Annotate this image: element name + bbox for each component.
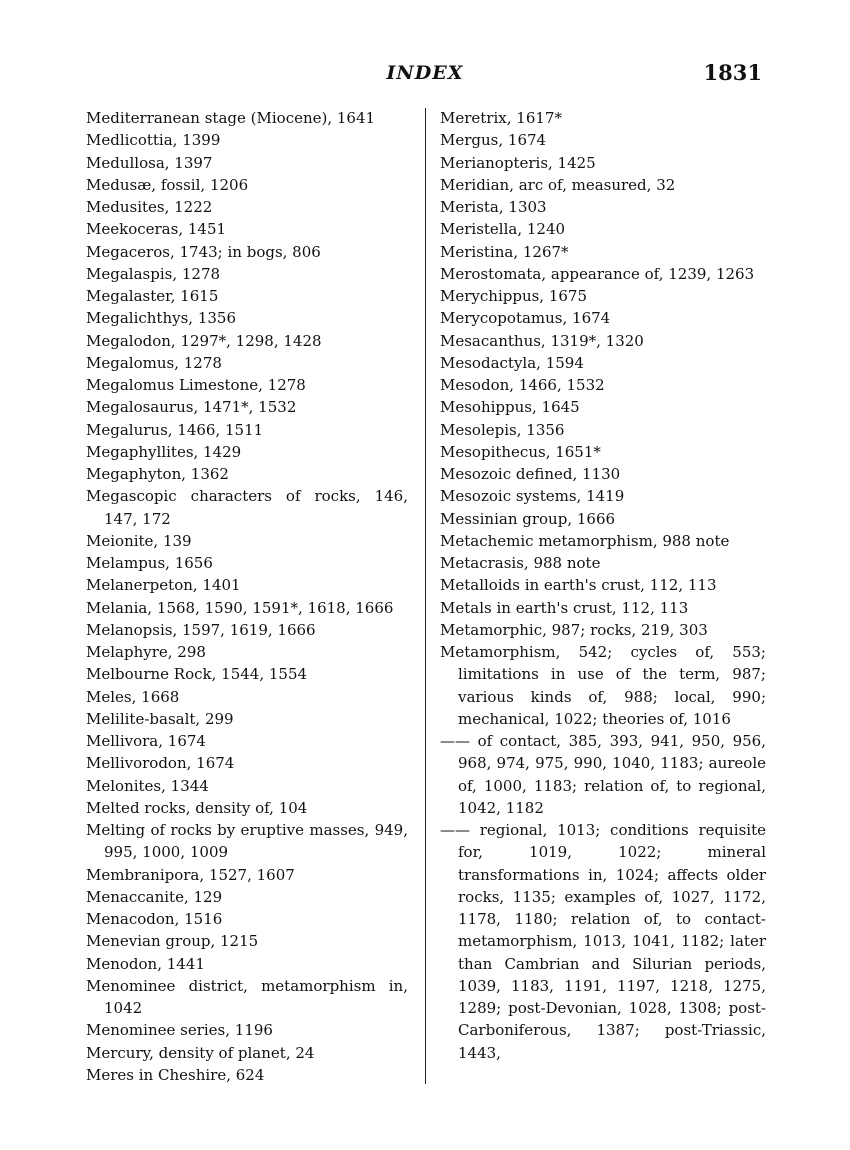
index-entry: Melting of rocks by eruptive masses, 949, 995, 1000, 1009 <box>86 821 408 862</box>
index-entry: Metals in earth's crust, 112, 113 <box>440 598 689 617</box>
index-entry: Merycopotamus, 1674 <box>440 309 611 328</box>
index-entry: Mesozoic defined, 1130 <box>440 465 621 483</box>
index-entry: Metalloids in earth's crust, 112, 113 <box>440 576 717 595</box>
index-entry: Megaphyllites, 1429 <box>86 442 242 461</box>
index-entry: Megalodon, 1297*, 1298, 1428 <box>86 331 322 350</box>
index-entry: Melonites, 1344 <box>86 776 209 795</box>
index-entry: Melanerpeton, 1401 <box>86 576 241 595</box>
index-entry: Mergus, 1674 <box>440 131 547 150</box>
index-entry: Merychippus, 1675 <box>440 287 588 305</box>
column-divider <box>425 108 426 1084</box>
index-column-right <box>440 107 766 1064</box>
index-entry: Mesodactyla, 1594 <box>440 353 584 372</box>
index-entry: Menominee district, metamorphism in, 1042 <box>86 976 408 1017</box>
index-entry: Metamorphic, 987; rocks, 219, 303 <box>440 620 708 639</box>
index-column-left <box>86 107 408 1086</box>
index-entry: Meles, 1668 <box>86 687 180 706</box>
index-entry: Megaphyton, 1362 <box>86 465 229 483</box>
index-entry: Melanopsis, 1597, 1619, 1666 <box>86 620 316 639</box>
index-entry: Mercury, density of planet, 24 <box>86 1043 315 1062</box>
page-number: 1831 <box>703 60 762 85</box>
index-entry: Messinian group, 1666 <box>440 509 616 528</box>
index-entry: Megascopic characters of rocks, 146, 147, 172 <box>86 487 408 528</box>
index-entry: Megalosaurus, 1471*, 1532 <box>86 398 297 417</box>
index-entry: Meretrix, 1617* <box>440 109 562 127</box>
index-entry: Melbourne Rock, 1544, 1554 <box>86 665 308 684</box>
index-entry: Mesopithecus, 1651* <box>440 442 601 461</box>
index-entry: Metachemic metamorphism, 988 note <box>440 531 730 550</box>
index-entry: Megalaspis, 1278 <box>86 264 221 283</box>
index-entry: —— of contact, 385, 393, 941, 950, 956, 968, 974, 975, 990, 1040, 1183; aureole of, 1000, 1183; relation of, to regional, 1042, 1182 <box>440 732 766 817</box>
index-entry: Menacodon, 1516 <box>86 910 223 928</box>
index-entry: Merista, 1303 <box>440 198 547 216</box>
page-header-title: INDEX <box>386 62 464 84</box>
index-entry: Menevian group, 1215 <box>86 932 259 951</box>
index-entry: Megalaster, 1615 <box>86 287 219 305</box>
index-entry: Merostomata, appearance of, 1239, 1263 <box>440 264 755 283</box>
index-entry: Menominee series, 1196 <box>86 1021 273 1040</box>
index-entry: Meristina, 1267* <box>440 242 569 261</box>
index-entry: Meristella, 1240 <box>440 220 566 239</box>
index-entry: Melaphyre, 298 <box>86 643 206 661</box>
index-entry: Megalomus Limestone, 1278 <box>86 376 306 394</box>
index-entry: Metacrasis, 988 note <box>440 554 601 572</box>
index-entry: Mesozoic systems, 1419 <box>440 487 625 506</box>
index-entry: Merianopteris, 1425 <box>440 153 596 172</box>
index-entry: Megaceros, 1743; in bogs, 806 <box>86 242 321 261</box>
index-entry: Mellivora, 1674 <box>86 732 206 750</box>
index-entry: Metamorphism, 542; cycles of, 553; limitations in use of the term, 987; various kinds of, 988; local, 990; mechanical, 1022; theories of, 1016 <box>440 643 766 728</box>
index-entry: Mesohippus, 1645 <box>440 398 580 417</box>
index-entry: Meridian, arc of, measured, 32 <box>440 175 676 194</box>
index-entry: Medlicottia, 1399 <box>86 131 221 150</box>
index-entry: —— regional, 1013; conditions requisite for, 1019, 1022; mineral transformations in, 1024; affects older rocks, 1135; examples of, 1027, 1172, 1178, 1180; relation of, to contact-metamorphism, 1013, 1041, 1182; later than Cambrian and Silurian periods, 1039, 1183, 1191, 1197, 1218, 1275, 1289; post-Devonian, 1028, 1308; post-Carboniferous, 1387; post-Triassic, 1443, <box>440 821 766 1062</box>
index-entry: Medullosa, 1397 <box>86 153 213 172</box>
index-entry: Mesolepis, 1356 <box>440 420 565 439</box>
index-entry: Menaccanite, 129 <box>86 887 223 906</box>
index-entry: Megalichthys, 1356 <box>86 309 237 328</box>
index-entry: Megalurus, 1466, 1511 <box>86 420 264 439</box>
index-entry: Meionite, 139 <box>86 531 192 550</box>
index-entry: Mesacanthus, 1319*, 1320 <box>440 331 644 350</box>
index-entry: Medusæ, fossil, 1206 <box>86 175 249 194</box>
index-entry: Medusites, 1222 <box>86 198 213 216</box>
index-entry: Membranipora, 1527, 1607 <box>86 865 295 884</box>
index-entry: Mellivorodon, 1674 <box>86 754 235 773</box>
index-entry: Melampus, 1656 <box>86 554 213 572</box>
index-entry: Meres in Cheshire, 624 <box>86 1065 265 1084</box>
index-entry: Melilite-basalt, 299 <box>86 709 234 728</box>
index-entry: Menodon, 1441 <box>86 954 205 973</box>
index-entry: Meekoceras, 1451 <box>86 220 227 239</box>
index-entry: Melted rocks, density of, 104 <box>86 798 308 817</box>
index-entry: Mesodon, 1466, 1532 <box>440 376 605 394</box>
index-entry: Mediterranean stage (Miocene), 1641 <box>86 109 376 127</box>
index-entry: Melania, 1568, 1590, 1591*, 1618, 1666 <box>86 598 394 617</box>
index-entry: Megalomus, 1278 <box>86 353 222 372</box>
